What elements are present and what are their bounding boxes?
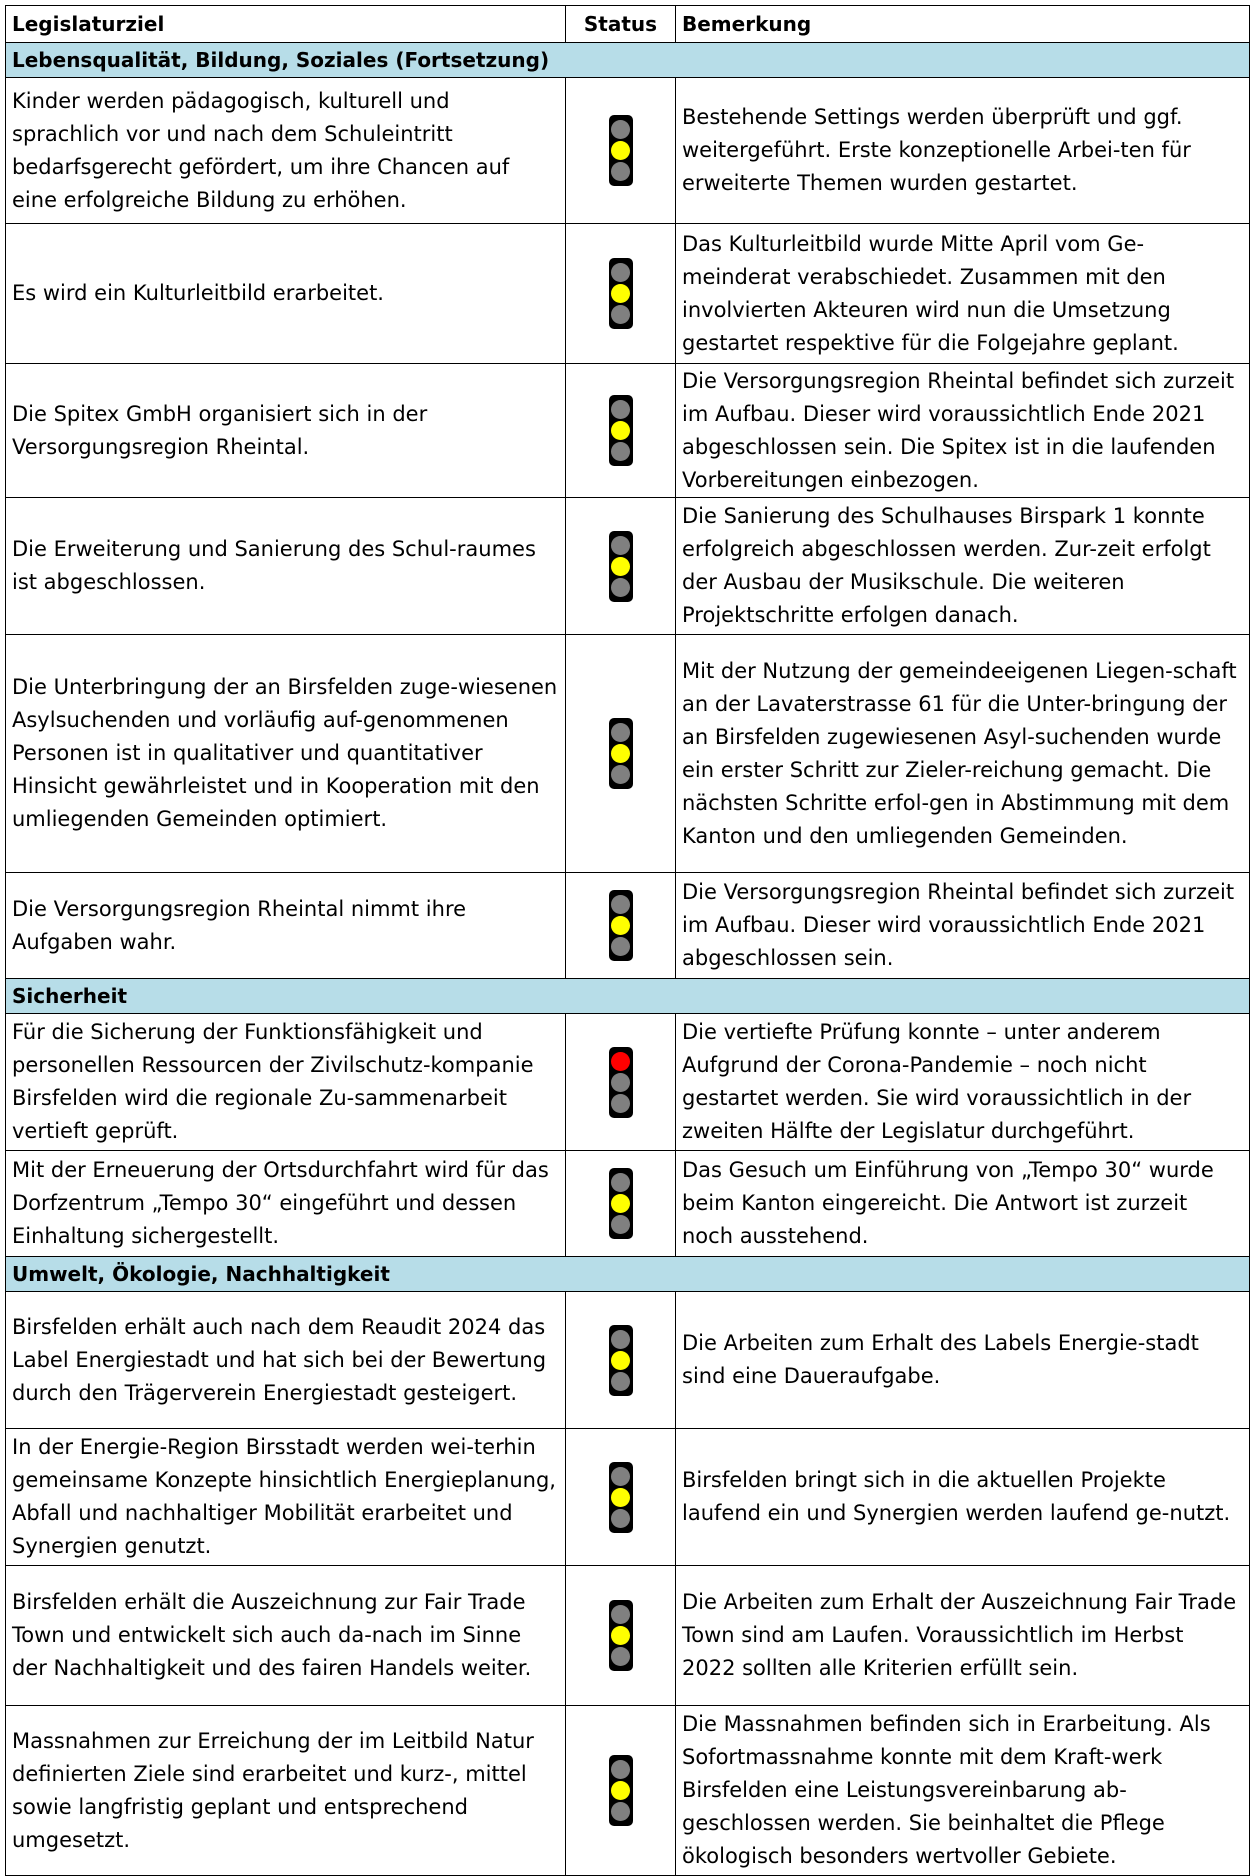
- remark-cell: Das Kulturleitbild wurde Mitte April vom Ge-meinderat verabschiedet. Zusammen mit den involvierten Akteuren wird nun die Umsetzung gestartet respektive für die Folgejahre geplant.: [676, 224, 1250, 364]
- section-row: [6, 43, 1250, 78]
- table-row: [6, 1151, 1250, 1257]
- goal-cell: Die Spitex GmbH organisiert sich in der Versorgungsregion Rheintal.: [6, 364, 566, 498]
- section-title: Sicherheit: [6, 979, 1250, 1014]
- table-body: [6, 43, 1250, 1876]
- remark-cell: Die Versorgungsregion Rheintal befindet sich zurzeit im Aufbau. Dieser wird voraussichtlich Ende 2021 abgeschlossen sein. Die Spitex ist in die laufenden Vorbereitungen einbezogen.: [676, 364, 1250, 498]
- lamp-red: [611, 1330, 630, 1349]
- lamp-green: [611, 1372, 630, 1391]
- goal-cell: Kinder werden pädagogisch, kulturell und sprachlich vor und nach dem Schuleintritt bedarfsgerecht gefördert, um ihre Chancen auf eine erfolgreiche Bildung zu erhöhen.: [6, 78, 566, 224]
- table-row: [6, 873, 1250, 979]
- goal-cell: In der Energie-Region Birsstadt werden wei-terhin gemeinsame Konzepte hinsichtlich Energieplanung, Abfall und nachhaltiger Mobilität erarbeitet und Synergien genutzt.: [6, 1429, 566, 1566]
- lamp-red: [611, 536, 630, 555]
- goal-cell: Massnahmen zur Erreichung der im Leitbild Natur definierten Ziele sind erarbeitet und kurz-, mittel sowie langfristig geplant und entsprechend umgesetzt.: [6, 1706, 566, 1876]
- lamp-yellow: [611, 1626, 630, 1645]
- remark-cell: Mit der Nutzung der gemeindeeigenen Liegen-schaft an der Lavaterstrasse 61 für die Unter-bringung der an Birsfelden zugewiesenen Asyl-suchenden wurde ein erster Schritt zur Zieler-reichung gemacht. Die nächsten Schritte erfol-gen in Abstimmung mit dem Kanton und den umliegenden Gemeinden.: [676, 635, 1250, 873]
- header-status: Status: [566, 6, 676, 43]
- lamp-yellow: [611, 284, 630, 303]
- lamp-yellow: [611, 744, 630, 763]
- lamp-yellow: [611, 141, 630, 160]
- status-cell: [566, 1292, 676, 1429]
- status-cell: [566, 1566, 676, 1706]
- remark-cell: Die Arbeiten zum Erhalt der Auszeichnung Fair Trade Town sind am Laufen. Voraussichtlich im Herbst 2022 sollten alle Kriterien erfüllt sein.: [676, 1566, 1250, 1706]
- status-cell: [566, 364, 676, 498]
- table-row: [6, 364, 1250, 498]
- lamp-red: [611, 723, 630, 742]
- lamp-green: [611, 305, 630, 324]
- traffic-light-icon: [609, 1325, 633, 1396]
- status-cell: [566, 224, 676, 364]
- goal-cell: Die Unterbringung der an Birsfelden zuge-wiesenen Asylsuchenden und vorläufig auf-genommenen Personen ist in qualitativer und quantitativer Hinsicht gewährleistet und in Kooperation mit den umliegenden Gemeinden optimiert.: [6, 635, 566, 873]
- lamp-green: [611, 442, 630, 461]
- lamp-yellow: [611, 1488, 630, 1507]
- traffic-light-icon: [609, 1168, 633, 1239]
- lamp-green: [611, 1802, 630, 1821]
- lamp-red: [611, 263, 630, 282]
- table-row: [6, 78, 1250, 224]
- status-cell: [566, 1014, 676, 1151]
- table-row: [6, 1292, 1250, 1429]
- lamp-green: [611, 937, 630, 956]
- lamp-green: [611, 1647, 630, 1666]
- traffic-light-icon: [609, 1755, 633, 1826]
- status-cell: [566, 635, 676, 873]
- traffic-light-icon: [609, 1047, 633, 1118]
- traffic-light-icon: [609, 395, 633, 466]
- header-row: [6, 6, 1250, 43]
- lamp-red: [611, 1760, 630, 1779]
- table-row: [6, 1706, 1250, 1876]
- table-row: [6, 498, 1250, 635]
- lamp-yellow: [611, 1781, 630, 1800]
- status-cell: [566, 78, 676, 224]
- lamp-yellow: [611, 1073, 630, 1092]
- lamp-red: [611, 895, 630, 914]
- traffic-light-icon: [609, 531, 633, 602]
- table-row: [6, 224, 1250, 364]
- traffic-light-icon: [609, 258, 633, 329]
- goal-cell: Birsfelden erhält die Auszeichnung zur Fair Trade Town und entwickelt sich auch da-nach im Sinne der Nachhaltigkeit und des fairen Handels weiter.: [6, 1566, 566, 1706]
- goal-cell: Die Versorgungsregion Rheintal nimmt ihre Aufgaben wahr.: [6, 873, 566, 979]
- traffic-light-icon: [609, 1462, 633, 1533]
- lamp-red: [611, 1052, 630, 1071]
- goal-cell: Die Erweiterung und Sanierung des Schul-raumes ist abgeschlossen.: [6, 498, 566, 635]
- lamp-green: [611, 765, 630, 784]
- table-row: [6, 1014, 1250, 1151]
- legislature-goals-table: [5, 5, 1250, 1876]
- status-cell: [566, 873, 676, 979]
- remark-cell: Die Arbeiten zum Erhalt des Labels Energie-stadt sind eine Daueraufgabe.: [676, 1292, 1250, 1429]
- lamp-red: [611, 120, 630, 139]
- remark-cell: Die Sanierung des Schulhauses Birspark 1 konnte erfolgreich abgeschlossen werden. Zur-zeit erfolgt der Ausbau der Musikschule. Die weiteren Projektschritte erfolgen danach.: [676, 498, 1250, 635]
- section-row: [6, 1257, 1250, 1292]
- status-cell: [566, 1151, 676, 1257]
- traffic-light-icon: [609, 890, 633, 961]
- status-cell: [566, 1429, 676, 1566]
- table-row: [6, 1566, 1250, 1706]
- status-cell: [566, 498, 676, 635]
- lamp-yellow: [611, 1351, 630, 1370]
- header-remark: Bemerkung: [676, 6, 1250, 43]
- section-title: Lebensqualität, Bildung, Soziales (Fortsetzung): [6, 43, 1250, 78]
- status-cell: [566, 1706, 676, 1876]
- lamp-yellow: [611, 557, 630, 576]
- traffic-light-icon: [609, 1600, 633, 1671]
- lamp-green: [611, 1509, 630, 1528]
- remark-cell: Die Massnahmen befinden sich in Erarbeitung. Als Sofortmassnahme konnte mit dem Kraft-werk Birsfelden eine Leistungsvereinbarung ab-geschlossen werden. Sie beinhaltet die Pflege ökologisch besonders wertvoller Gebiete.: [676, 1706, 1250, 1876]
- remark-cell: Die vertiefte Prüfung konnte – unter anderem Aufgrund der Corona-Pandemie – noch nicht gestartet werden. Sie wird voraussichtlich in der zweiten Hälfte der Legislatur durchgeführt.: [676, 1014, 1250, 1151]
- remark-cell: Die Versorgungsregion Rheintal befindet sich zurzeit im Aufbau. Dieser wird voraussichtlich Ende 2021 abgeschlossen sein.: [676, 873, 1250, 979]
- traffic-light-icon: [609, 115, 633, 186]
- lamp-red: [611, 400, 630, 419]
- lamp-red: [611, 1605, 630, 1624]
- traffic-light-icon: [609, 718, 633, 789]
- lamp-red: [611, 1467, 630, 1486]
- section-title: Umwelt, Ökologie, Nachhaltigkeit: [6, 1257, 1250, 1292]
- remark-cell: Birsfelden bringt sich in die aktuellen Projekte laufend ein und Synergien werden laufend ge-nutzt.: [676, 1429, 1250, 1566]
- lamp-red: [611, 1173, 630, 1192]
- goal-cell: Birsfelden erhält auch nach dem Reaudit 2024 das Label Energiestadt und hat sich bei der Bewertung durch den Trägerverein Energiestadt gesteigert.: [6, 1292, 566, 1429]
- lamp-yellow: [611, 916, 630, 935]
- lamp-green: [611, 162, 630, 181]
- lamp-green: [611, 1094, 630, 1113]
- goal-cell: Es wird ein Kulturleitbild erarbeitet.: [6, 224, 566, 364]
- lamp-yellow: [611, 421, 630, 440]
- section-row: [6, 979, 1250, 1014]
- lamp-yellow: [611, 1194, 630, 1213]
- goal-cell: Mit der Erneuerung der Ortsdurchfahrt wird für das Dorfzentrum „Tempo 30“ eingeführt und dessen Einhaltung sichergestellt.: [6, 1151, 566, 1257]
- lamp-green: [611, 1215, 630, 1234]
- remark-cell: Bestehende Settings werden überprüft und ggf. weitergeführt. Erste konzeptionelle Arbei-ten für erweiterte Themen wurden gestartet.: [676, 78, 1250, 224]
- table-row: [6, 635, 1250, 873]
- lamp-green: [611, 578, 630, 597]
- goal-cell: Für die Sicherung der Funktionsfähigkeit und personellen Ressourcen der Zivilschutz-kompanie Birsfelden wird die regionale Zu-sammenarbeit vertieft geprüft.: [6, 1014, 566, 1151]
- table-row: [6, 1429, 1250, 1566]
- header-goal: Legislaturziel: [6, 6, 566, 43]
- remark-cell: Das Gesuch um Einführung von „Tempo 30“ wurde beim Kanton eingereicht. Die Antwort ist zurzeit noch ausstehend.: [676, 1151, 1250, 1257]
